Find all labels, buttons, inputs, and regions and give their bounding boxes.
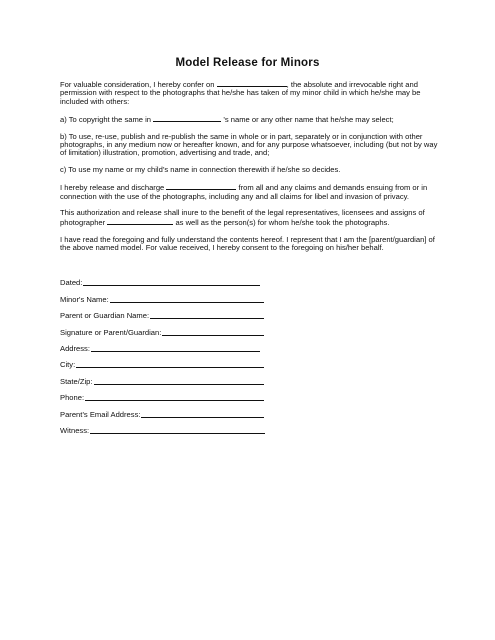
clause-c: c) To use my name or my child’s name in connection therewith if he/she so decides. xyxy=(60,164,341,174)
photographer-name-blank[interactable] xyxy=(217,79,287,87)
copyright-name-blank[interactable] xyxy=(153,114,221,122)
consideration-text-end: , the absolute and irrevocable right and permission with respect to the photographs that he/she has taken of my minor child in which he/she may be included with others: xyxy=(60,80,421,106)
authorization-paragraph xyxy=(60,209,440,228)
signature-label: Signature or Parent/Guardian: xyxy=(60,327,162,337)
clause-a-text-start: a) To copyright the same in xyxy=(60,115,152,125)
email-label: Parent’s Email Address: xyxy=(60,409,141,419)
address-line[interactable] xyxy=(91,351,260,352)
release-text-end: from all and any claims and demands ensuing from or in connection with the use of the photographs, including any and all claims for libel and invasion of privacy. xyxy=(60,183,428,201)
city-label: City: xyxy=(60,360,76,370)
signature-fields xyxy=(60,271,270,435)
consideration-paragraph xyxy=(60,79,440,106)
dated-label: Dated: xyxy=(60,278,83,288)
clause-b: b) To use, re-use, publish and re-publish the same in whole or in part, separately or in conjunction with other photographs, in any medium now or hereafter known, and for any purpose whatsoever, including (but not by way of limitation) illustration, promotion, advertising and trade, and; xyxy=(60,131,438,158)
city-line[interactable] xyxy=(76,367,264,368)
state-zip-label: State/Zip: xyxy=(60,376,93,386)
signature-field[interactable] xyxy=(60,320,264,336)
phone-label: Phone: xyxy=(60,393,85,403)
release-party-blank[interactable] xyxy=(166,182,236,190)
authorization-text-end: as well as the person(s) for whom he/she took the photographs. xyxy=(175,218,390,228)
phone-field[interactable] xyxy=(60,386,264,402)
signature-line[interactable] xyxy=(162,335,264,336)
email-field[interactable] xyxy=(60,402,264,418)
authorization-text-start: This authorization and release shall inure to the benefit of the legal representatives, licensees and assigns of photographer xyxy=(60,208,425,228)
witness-line[interactable] xyxy=(90,433,265,434)
consideration-text-start: For valuable consideration, I hereby confer on xyxy=(60,80,215,89)
parent-name-field[interactable] xyxy=(60,304,264,320)
consent-paragraph: I have read the foregoing and fully understand the contents hereof. I represent that I am the [parent/guardian] of the above named model. For value received, I hereby consent to the foregoing on his/her behalf. xyxy=(60,234,435,253)
parent-name-line[interactable] xyxy=(150,318,264,319)
parent-name-label: Parent or Guardian Name: xyxy=(60,311,150,321)
minor-name-label: Minor's Name: xyxy=(60,294,109,304)
minor-name-field[interactable] xyxy=(60,287,264,303)
email-line[interactable] xyxy=(141,417,264,418)
release-paragraph xyxy=(60,182,440,201)
dated-field[interactable] xyxy=(60,271,260,287)
address-label: Address: xyxy=(60,343,90,353)
address-field[interactable] xyxy=(60,337,260,353)
state-zip-line[interactable] xyxy=(94,384,265,385)
minor-name-line[interactable] xyxy=(110,302,264,303)
city-field[interactable] xyxy=(60,353,264,369)
clause-a-text-end: ’s name or any other name that he/she may select; xyxy=(223,115,394,125)
witness-label: Witness: xyxy=(60,425,90,435)
document-title: Model Release for Minors xyxy=(175,57,320,69)
witness-field[interactable] xyxy=(60,419,265,435)
state-zip-field[interactable] xyxy=(60,369,264,385)
release-text-start: I hereby release and discharge xyxy=(60,183,165,193)
phone-line[interactable] xyxy=(85,400,264,401)
dated-line[interactable] xyxy=(83,285,260,286)
photographer-blank[interactable] xyxy=(107,217,173,225)
release-body xyxy=(60,79,440,261)
clause-a xyxy=(60,114,440,124)
